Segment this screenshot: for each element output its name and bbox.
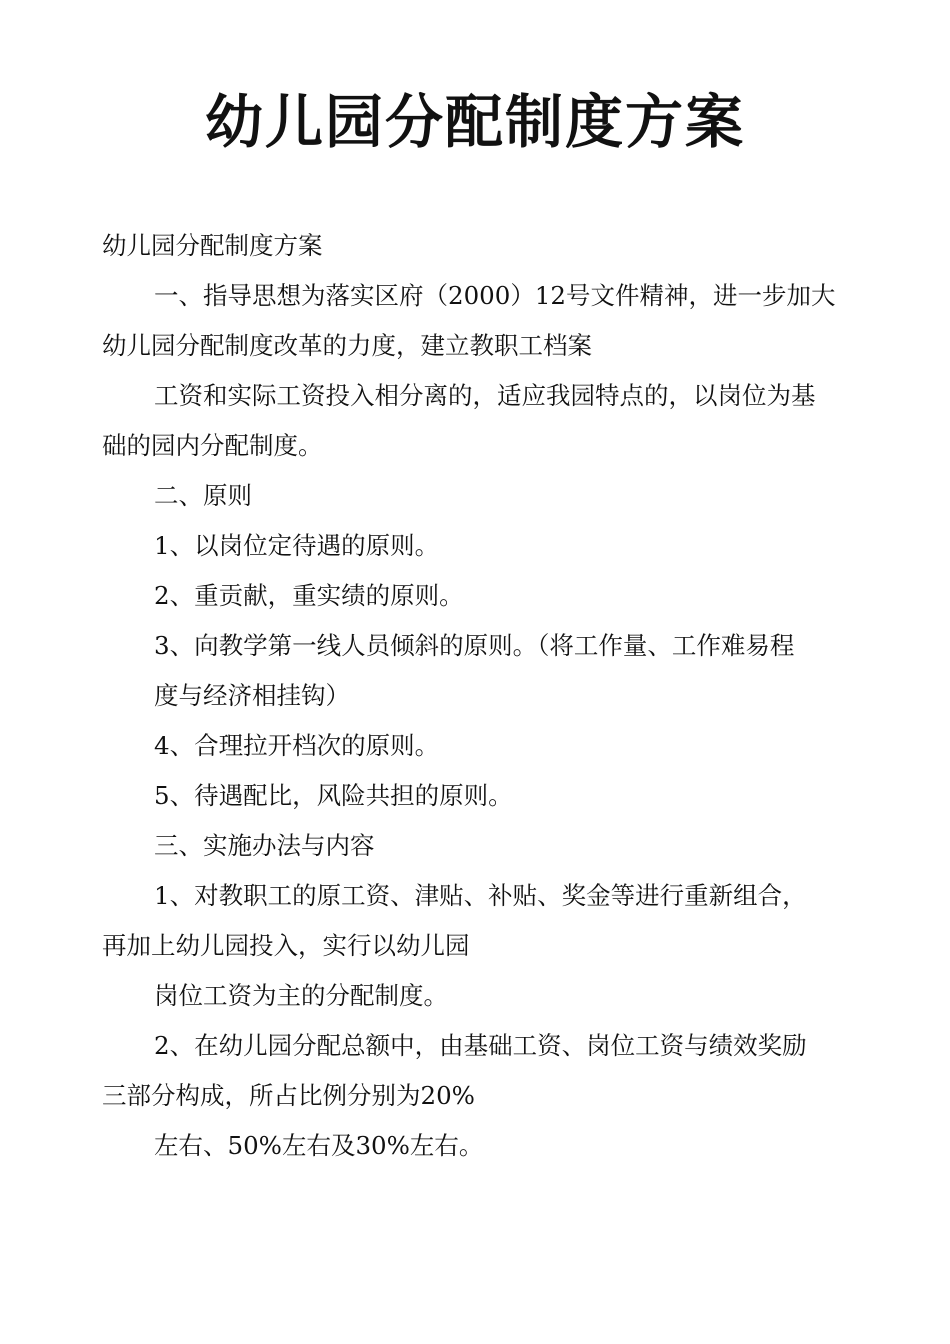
document-title: 幼儿园分配制度方案 <box>204 88 745 156</box>
principle-item-1: 1、以岗位定待遇的原则。 <box>154 531 440 560</box>
implementation-item-1-cont: 再加上幼儿园投入，实行以幼儿园 <box>102 931 470 960</box>
paragraph-wage-separation: 工资和实际工资投入相分离的，适应我园特点的，以岗位为基 <box>154 381 816 410</box>
document-body <box>102 221 862 1171</box>
principle-item-2: 2、重贡献，重实绩的原则。 <box>154 581 464 610</box>
principle-item-3: 3、向教学第一线人员倾斜的原则。（将工作量、工作难易程 <box>154 631 795 660</box>
heading-implementation: 三、实施办法与内容 <box>154 831 375 860</box>
subtitle-line: 幼儿园分配制度方案 <box>102 231 323 260</box>
paragraph-wage-separation-cont: 础的园内分配制度。 <box>102 431 323 460</box>
paragraph-guiding-ideology: 一、指导思想为落实区府（2000）12号文件精神，进一步加大 <box>154 281 836 310</box>
implementation-item-1: 1、对教职工的原工资、津贴、补贴、奖金等进行重新组合， <box>154 881 807 910</box>
paragraph-guiding-ideology-cont: 幼儿园分配制度改革的力度，建立教职工档案 <box>102 331 592 360</box>
implementation-item-2-cont-2: 左右、50%左右及30%左右。 <box>154 1131 484 1160</box>
heading-principles: 二、原则 <box>154 481 252 510</box>
implementation-item-2-cont: 三部分构成，所占比例分别为20% <box>102 1081 475 1110</box>
implementation-item-2: 2、在幼儿园分配总额中，由基础工资、岗位工资与绩效奖励 <box>154 1031 807 1060</box>
implementation-item-1-cont-2: 岗位工资为主的分配制度。 <box>154 981 448 1010</box>
principle-item-3-cont: 度与经济相挂钩） <box>154 681 350 710</box>
principle-item-4: 4、合理拉开档次的原则。 <box>154 731 440 760</box>
principle-item-5: 5、待遇配比，风险共担的原则。 <box>154 781 513 810</box>
